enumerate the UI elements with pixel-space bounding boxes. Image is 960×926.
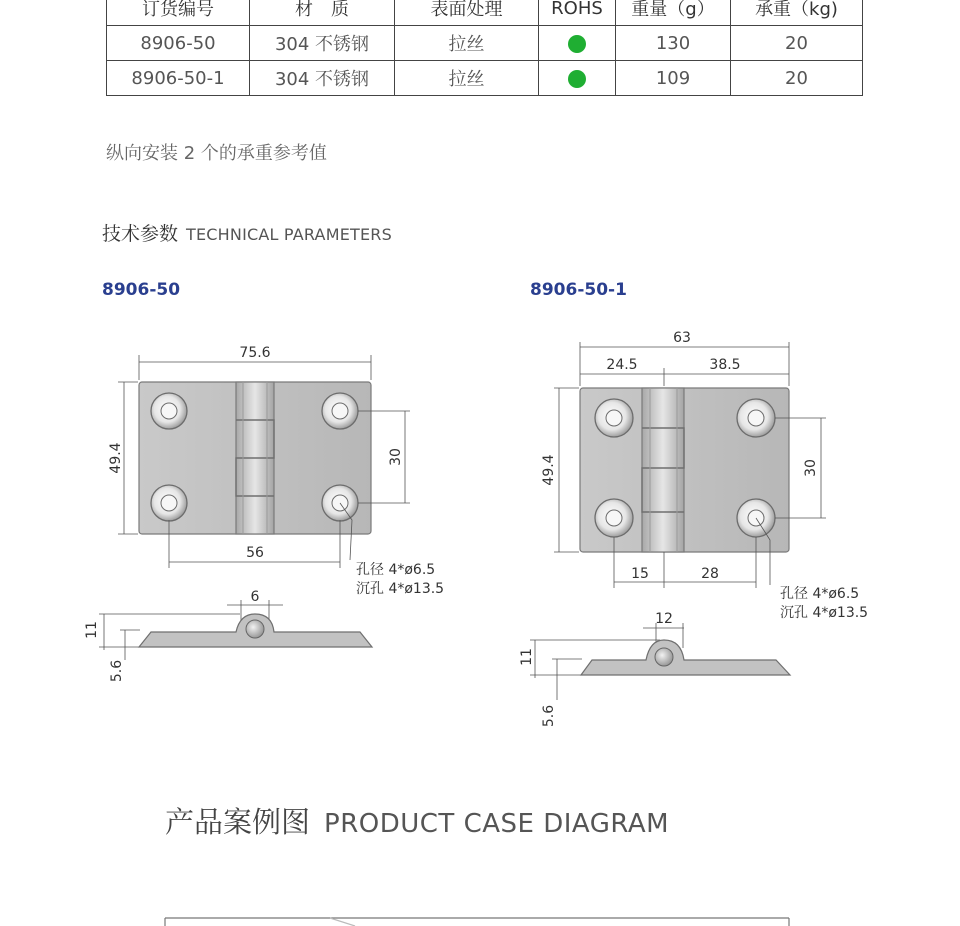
dim-plate-left: 5.6 bbox=[109, 659, 125, 683]
dim-width-left: 75.6 bbox=[239, 345, 271, 361]
annotation-hole-left: 孔径 4*ø6.5 bbox=[356, 562, 436, 578]
cell-surface: 拉丝 bbox=[395, 26, 539, 61]
dim-thickness-right: 11 bbox=[519, 648, 535, 666]
cell-code: 8906-50-1 bbox=[107, 61, 250, 96]
dim-left-leaf-right: 24.5 bbox=[606, 357, 638, 373]
cell-load: 20 bbox=[731, 61, 863, 96]
annotation-countersink-right: 沉孔 4*ø13.5 bbox=[780, 605, 869, 621]
dim-right-leaf-right: 38.5 bbox=[709, 357, 741, 373]
dim-knuckle-right: 12 bbox=[655, 611, 673, 627]
right-hinge-front bbox=[580, 388, 789, 552]
cell-weight: 109 bbox=[616, 61, 731, 96]
case-title-cn: 产品案例图 bbox=[165, 805, 311, 839]
dim-width-right: 63 bbox=[673, 330, 691, 346]
dim-height-left: 49.4 bbox=[108, 442, 124, 474]
header-surface: 表面处理 bbox=[395, 0, 539, 26]
dim-holes-v-right: 30 bbox=[803, 459, 819, 477]
case-title-en: PRODUCT CASE DIAGRAM bbox=[324, 809, 670, 839]
cell-surface: 拉丝 bbox=[395, 61, 539, 96]
dim-height-right: 49.4 bbox=[541, 454, 557, 486]
load-note: 纵向安装 2 个的承重参考值 bbox=[106, 143, 327, 164]
tech-title-cn: 技术参数 bbox=[102, 223, 179, 245]
cell-code: 8906-50 bbox=[107, 26, 250, 61]
dim-plate-right: 5.6 bbox=[541, 704, 557, 728]
cell-weight: 130 bbox=[616, 26, 731, 61]
cell-material: 304 不锈钢 bbox=[250, 61, 395, 96]
dim-thickness-left: 11 bbox=[84, 621, 100, 639]
right-hinge-side bbox=[581, 640, 790, 675]
header-rohs: ROHS bbox=[539, 0, 616, 26]
header-material: 材 质 bbox=[250, 0, 395, 26]
model-right: 8906-50-1 bbox=[530, 280, 627, 300]
dim-hole-offset-r-right: 28 bbox=[701, 566, 719, 582]
left-hinge-front bbox=[139, 382, 371, 534]
dim-knuckle-left: 6 bbox=[250, 589, 260, 605]
cell-material: 304 不锈钢 bbox=[250, 26, 395, 61]
header-load: 承重（kg) bbox=[731, 0, 863, 26]
header-code: 订货编号 bbox=[107, 0, 250, 26]
case-image-frame bbox=[165, 918, 789, 926]
dim-holes-v-left: 30 bbox=[388, 448, 404, 466]
dim-hole-offset-l-right: 15 bbox=[631, 566, 649, 582]
annotation-hole-right: 孔径 4*ø6.5 bbox=[780, 586, 860, 602]
case-section-title bbox=[165, 800, 669, 841]
left-hinge-side bbox=[139, 614, 372, 647]
cell-load: 20 bbox=[731, 26, 863, 61]
annotation-countersink-left: 沉孔 4*ø13.5 bbox=[356, 581, 445, 597]
dim-holes-h-left: 56 bbox=[246, 545, 264, 561]
tech-title-en: TECHNICAL PARAMETERS bbox=[186, 225, 392, 244]
header-weight: 重量（g） bbox=[616, 0, 731, 26]
model-left: 8906-50 bbox=[102, 280, 181, 300]
